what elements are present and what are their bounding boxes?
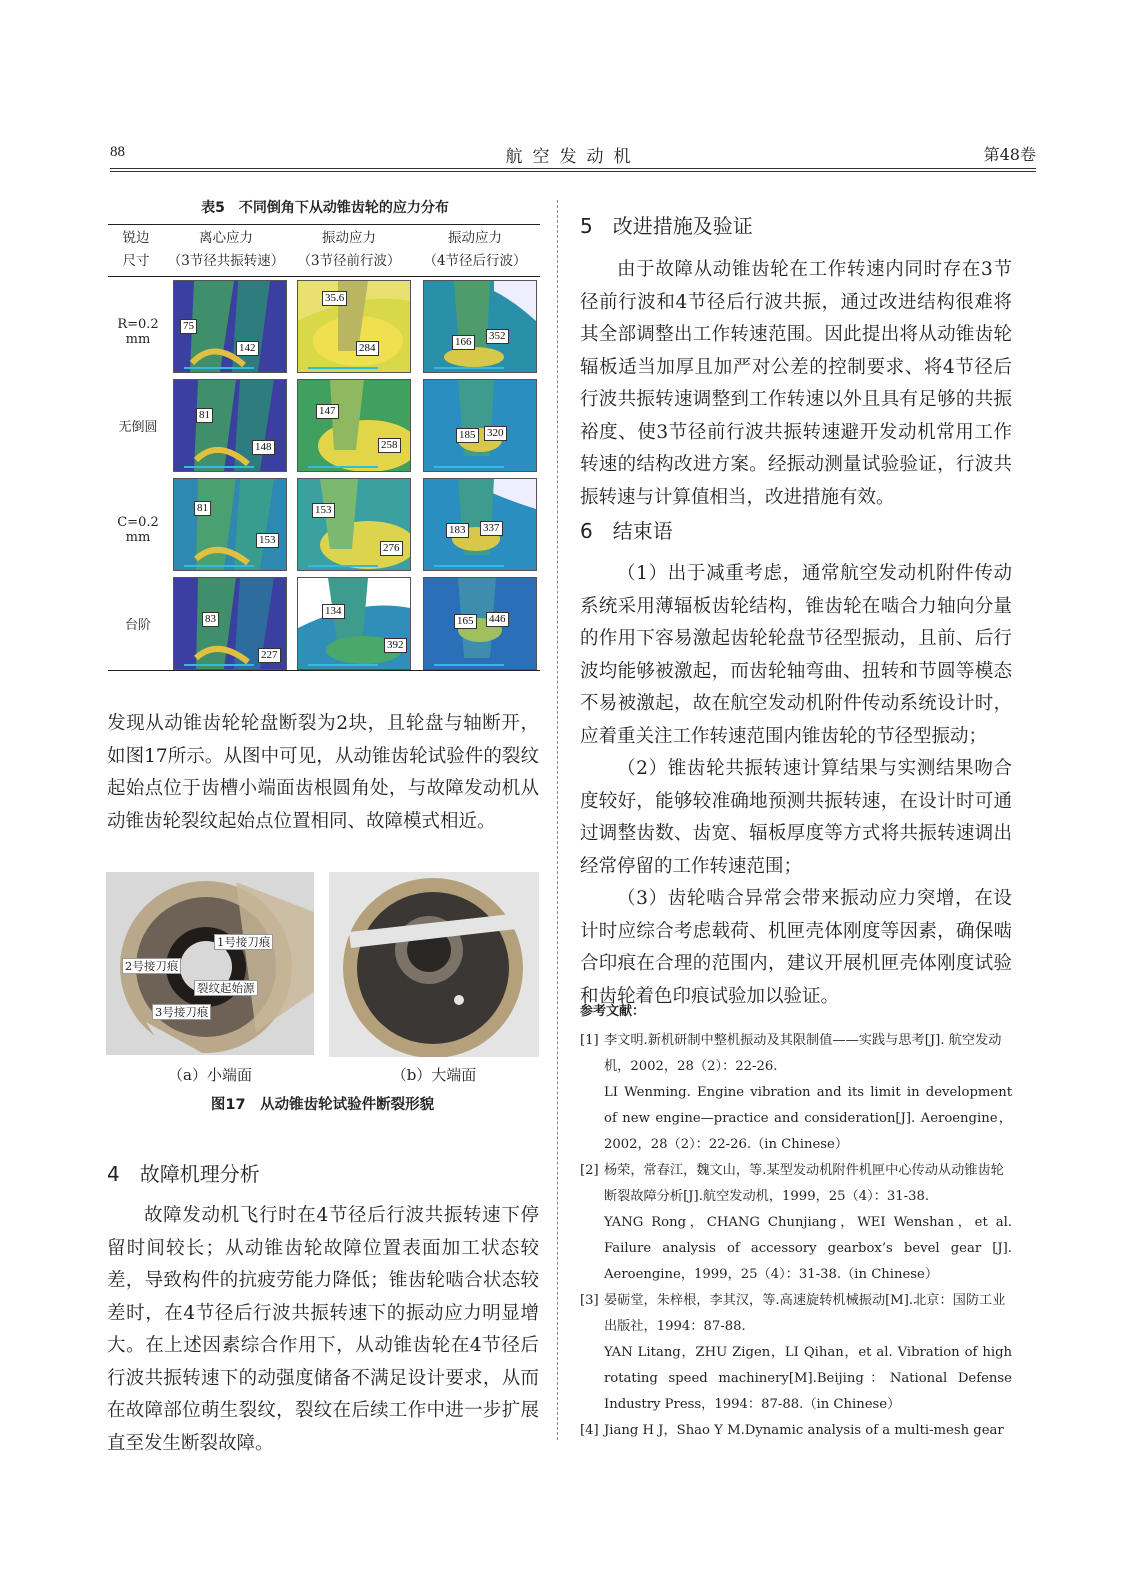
table-head-rule xyxy=(108,276,540,277)
fig17-caption: 图17 从动锥齿轮试验件断裂形貌 xyxy=(210,1097,435,1113)
section-6-title: 6 结束语 xyxy=(580,519,673,543)
fea-centrifugal-step: 83 227 xyxy=(173,577,287,670)
row-label-r02: R=0.2 mm xyxy=(117,317,159,347)
fea-vib-forward-c02: 153 276 xyxy=(297,478,411,571)
references-heading: 参考文献： xyxy=(580,1004,646,1019)
tag-cut-mark-1: 1号接刀痕 xyxy=(214,934,273,950)
tag-crack-origin: 裂纹起始源 xyxy=(194,980,258,996)
fig17a-photo xyxy=(106,872,314,1055)
fea-vib-backward-c02: 183 337 xyxy=(423,478,537,571)
table-top-rule xyxy=(108,224,540,225)
page-number: 88 xyxy=(110,144,125,160)
header-rule xyxy=(110,168,1036,169)
col-head-centrifugal: 离心应力 （3节径共振转速） xyxy=(167,230,285,269)
journal-title: 航空发动机 xyxy=(505,147,641,167)
section-4-title: 4 故障机理分析 xyxy=(107,1162,260,1186)
fig17b-photo xyxy=(329,872,539,1057)
left-paragraph: 发现从动锥齿轮轮盘断裂为2块，且轮盘与轴断开，如图17所示。从图中可见，从动锥齿轮试验件的裂纹起始点位于齿槽小端面齿根圆角处，与故障发动机从动锥齿轮裂纹起始点位置相同、故障模式相近。 xyxy=(107,713,539,832)
reference-item: [2] 杨荣，常春江，魏文山，等.某型发动机附件机匣中心传动从动锥齿轮断裂故障分析[J].航空发动机，1999，25（4）：31-38. YANG Rong，CHANG Chunjiang，WEI Wenshan，et al. Failure analysis of accessory gearbox’s bevel gear [J]. Aeroengine，1999，25（4）：31-38.（in Chinese） xyxy=(580,1163,1012,1282)
references-list xyxy=(580,1028,1012,1444)
row-label-step: 台阶 xyxy=(124,618,151,633)
tag-cut-mark-2: 2号接刀痕 xyxy=(122,958,181,974)
section-4-text: 故障发动机飞行时在4节径后行波共振转速下停留时间较长；从动锥齿轮故障位置表面加工状态较差，导致构件的抗疲劳能力降低；锥齿轮啮合状态较差时，在4节径后行波共振转速下的振动应力明显增大。在上述因素综合作用下，从动锥齿轮在4节径后行波共振转速下的动强度储备不满足设计要求，从而在故障部位萌生裂纹，裂纹在后续工作中进一步扩展直至发生断裂故障。 xyxy=(107,1205,539,1454)
column-divider xyxy=(557,200,558,1440)
fea-vib-forward-step: 134 392 xyxy=(297,577,411,670)
fea-centrifugal-r02: 75 142 xyxy=(173,280,287,373)
section-6-text: （1）出于减重考虑，通常航空发动机附件传动系统采用薄辐板齿轮结构，锥齿轮在啮合力轴向分量的作用下容易激起齿轮轮盘节径型振动，且前、后行波均能够被激起，而齿轮轴弯曲、扭转和节圆等模态不易被激起，故在航空发动机附件传动系统设计时，应着重关注工作转速范围内锥齿轮的节径型振动； （2）锥齿轮共振转速计算结果与实测结果吻合度较好，能够较准确地预测共振转速，在设计时可通过调整齿数、齿宽、辐板厚度等方式将共振转速调出经常停留的工作转速范围； （3）齿轮啮合异常会带来振动应力突增，在设计时应综合考虑载荷、机匣壳体刚度等因素，确保啮合印痕在合理的范围内，建议开展机匣壳体刚度试验和齿轮着色印痕试验加以验证。 xyxy=(580,563,1012,1007)
col-head-size: 锐边 尺寸 xyxy=(122,230,150,269)
page-header xyxy=(110,142,1036,170)
fea-vib-backward-no-fillet: 185 320 xyxy=(423,379,537,472)
fea-centrifugal-c02: 81 153 xyxy=(173,478,287,571)
reference-item: [1] 李文明.新机研制中整机振动及其限制值——实践与思考[J]. 航空发动机，2002，28（2）：22-26. LI Wenming. Engine vibration and its limit in development of new engine—practice and consideration[J]. Aeroengine，2002，28（2）：22-26.（in Chinese） xyxy=(580,1033,1012,1152)
row-label-c02: C=0.2 mm xyxy=(117,515,159,545)
table-bottom-rule xyxy=(108,670,540,671)
fea-vib-backward-step: 165 446 xyxy=(423,577,537,670)
fea-vib-backward-r02: 166 352 xyxy=(423,280,537,373)
fea-vib-forward-r02: 35.6 284 xyxy=(297,280,411,373)
fea-centrifugal-no-fillet: 81 148 xyxy=(173,379,287,472)
fig17a-caption: （a）小端面 xyxy=(168,1066,252,1084)
tag-cut-mark-3: 3号接刀痕 xyxy=(152,1004,211,1020)
header-rule-2 xyxy=(110,171,1036,172)
section-5-text: 由于故障从动锥齿轮在工作转速内同时存在3节径前行波和4节径后行波共振，通过改进结构很难将其全部调整出工作转速范围。因此提出将从动锥齿轮辐板适当加厚且加严对公差的控制要求、将4节径后行波共振转速调整到工作转速以外且具有足够的共振裕度、使3节径前行波共振转速避开发动机常用工作转速的结构改进方案。经振动测量试验验证，行波共振转速与计算值相当，改进措施有效。 xyxy=(580,259,1012,508)
row-label-no-fillet: 无倒圆 xyxy=(118,420,158,435)
volume-label: 第48卷 xyxy=(983,145,1036,164)
col-head-vib-forward: 振动应力 （3节径前行波） xyxy=(297,230,401,269)
table5-caption: 表5 不同倒角下从动锥齿轮的应力分布 xyxy=(201,200,449,216)
fig17b-caption: （b）大端面 xyxy=(391,1066,477,1084)
col-head-vib-backward: 振动应力 （4节径后行波） xyxy=(423,230,527,269)
fea-vib-forward-no-fillet: 147 258 xyxy=(297,379,411,472)
reference-item: [3] 晏砺堂，朱梓根，李其汉，等.高速旋转机械振动[M].北京：国防工业出版社，1994：87-88. YAN Litang，ZHU Zigen，LI Qihan，et al. Vibration of high rotating speed machinery[M].Beijing：National Defense Industry Press，1994：87-88.（in Chinese） xyxy=(580,1293,1012,1412)
reference-item: [4] Jiang H J，Shao Y M.Dynamic analysis of a multi-mesh gear xyxy=(580,1423,1004,1438)
section-5-title: 5 改进措施及验证 xyxy=(580,214,753,238)
